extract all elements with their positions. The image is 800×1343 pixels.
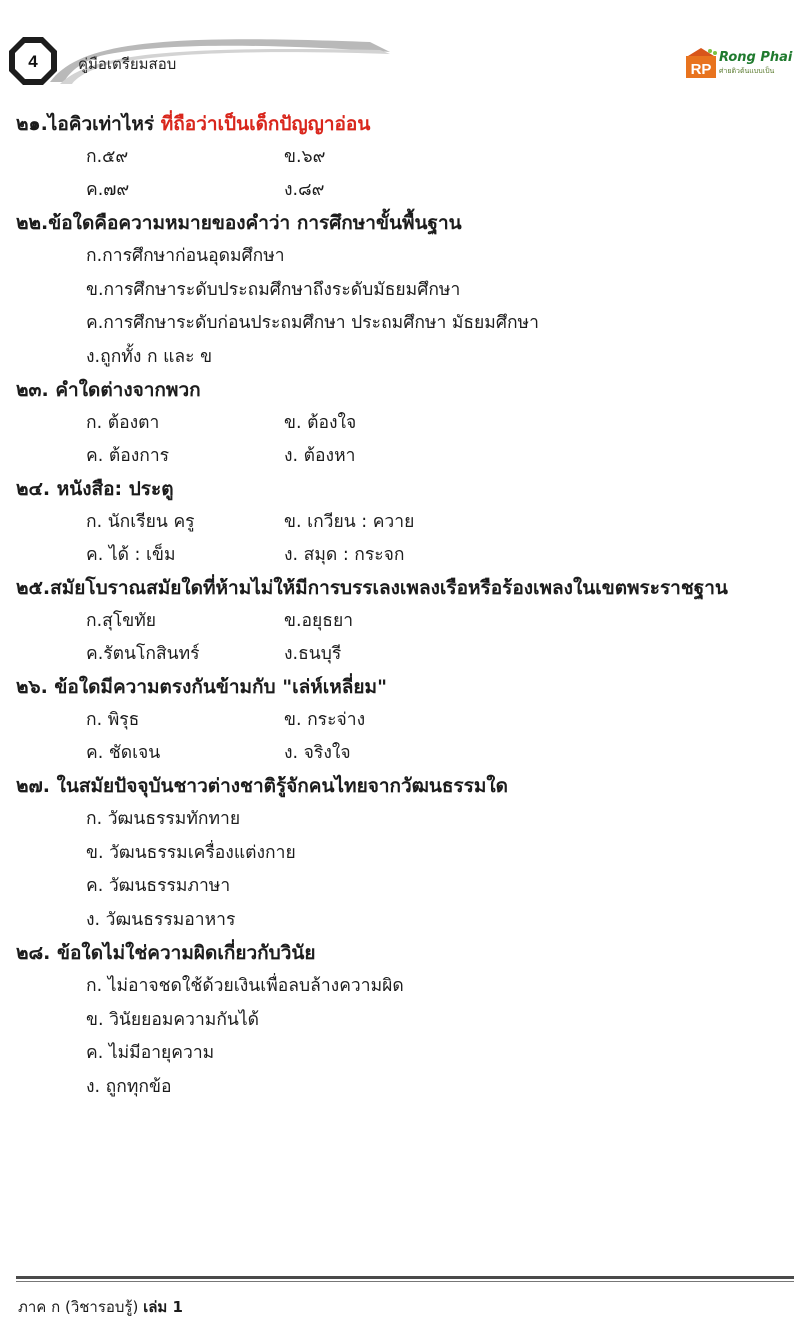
option-b: ข. เกวียน : ควาย — [284, 512, 415, 532]
option-b: ข.การศึกษาระดับประถมศึกษาถึงระดับมัธยมศึกษา — [86, 279, 461, 300]
question-28 — [16, 937, 786, 1104]
option-row — [86, 539, 786, 572]
option-b: ข. วินัยยอมความกันได้ — [86, 1009, 260, 1030]
option-row — [86, 638, 786, 671]
option-a: ก. นักเรียน ครู — [86, 512, 195, 532]
question-title: ๒๔. หนังสือ: ประตู — [16, 478, 174, 500]
option-a: ก. พิรุธ — [86, 710, 140, 730]
option-c: ค. วัฒนธรรมภาษา — [86, 876, 231, 896]
option-d: ง. สมุด : กระจก — [284, 545, 405, 565]
question-title: ๒๗. ในสมัยปัจจุบันชาวต่างชาติรู้จักคนไทยจากวัฒนธรรมใด — [16, 775, 508, 797]
option-a: ก.การศึกษาก่อนอุดมศึกษา — [86, 246, 285, 266]
option-d: ง.๘๙ — [284, 180, 325, 200]
option-row — [86, 605, 786, 638]
option-row — [86, 174, 786, 207]
question-27 — [16, 770, 786, 937]
option-a: ก. ต้องตา — [86, 413, 160, 433]
footer-divider — [16, 1276, 794, 1279]
option-row — [86, 141, 786, 174]
option-b: ข.อยุธยา — [284, 611, 354, 631]
option-row — [86, 440, 786, 473]
question-24 — [16, 473, 786, 572]
question-title: ๒๑.ไอคิวเท่าไหร่ ที่ถือว่าเป็นเด็กปัญญาอ่อน — [16, 113, 371, 135]
question-25 — [16, 572, 786, 671]
footer-volume: เล่ม 1 — [143, 1298, 183, 1316]
option-a: ก. ไม่อาจชดใช้ด้วยเงินเพื่อลบล้างความผิด — [86, 976, 404, 996]
question-22 — [16, 207, 786, 374]
option-c: ค. ต้องการ — [86, 446, 170, 466]
question-title: ๒๕.สมัยโบราณสมัยใดที่ห้ามไม่ให้มีการบรรเลงเพลงเรือหรือร้องเพลงในเขตพระราชฐาน — [16, 577, 728, 599]
question-26 — [16, 671, 786, 770]
option-c: ค. ได้ : เข็ม — [86, 545, 176, 565]
question-title: ๒๘. ข้อใดไม่ใช่ความผิดเกี่ยวกับวินัย — [16, 942, 316, 964]
footer-divider-thin — [16, 1281, 794, 1282]
header-title: คู่มือเตรียมสอบ — [78, 55, 177, 73]
option-c: ค.การศึกษาระดับก่อนประถมศึกษา ประถมศึกษา มัธยมศึกษา — [86, 313, 539, 333]
option-a: ก. วัฒนธรรมทักทาย — [86, 809, 241, 829]
question-21 — [16, 108, 786, 207]
option-d: ง. วัฒนธรรมอาหาร — [86, 909, 236, 930]
option-c: ค.๗๙ — [86, 180, 130, 200]
option-a: ก.สุโขทัย — [86, 611, 156, 631]
footer-text: ภาค ก (วิชารอบรู้) เล่ม 1 — [18, 1298, 183, 1316]
option-c: ค.รัตนโกสินทร์ — [86, 644, 200, 664]
question-list — [16, 108, 786, 1104]
option-b: ข. ต้องใจ — [284, 413, 357, 433]
page-header — [0, 0, 800, 90]
option-c: ค. ไม่มีอายุความ — [86, 1043, 215, 1063]
highlighted-text: ที่ถือว่าเป็นเด็กปัญญาอ่อน — [160, 113, 371, 135]
option-d: ง.ถูกทั้ง ก และ ข — [86, 346, 213, 367]
option-d: ง. ต้องหา — [284, 446, 356, 466]
option-row — [86, 704, 786, 737]
question-23 — [16, 374, 786, 473]
option-d: ง.ธนบุรี — [284, 644, 342, 664]
option-row — [86, 737, 786, 770]
logo-subtext: ศ่ายติวต้นแบบเป็น — [719, 67, 775, 75]
option-row — [86, 506, 786, 539]
page-number: 4 — [28, 52, 38, 71]
option-b: ข.๖๙ — [284, 147, 326, 167]
option-d: ง. ถูกทุกข้อ — [86, 1076, 172, 1097]
question-title: ๒๒.ข้อใดคือความหมายของคำว่า การศึกษาขั้นพื้นฐาน — [16, 212, 462, 234]
option-b: ข. วัฒนธรรมเครื่องแต่งกาย — [86, 842, 296, 863]
question-title: ๒๓. คำใดต่างจากพวก — [16, 379, 201, 401]
option-row — [86, 407, 786, 440]
option-d: ง. จริงใจ — [284, 743, 351, 763]
svg-text:RP: RP — [690, 61, 712, 78]
option-b: ข. กระจ่าง — [284, 710, 366, 730]
logo-text: Rong Phai — [719, 50, 793, 65]
option-a: ก.๕๙ — [86, 147, 129, 167]
question-title: ๒๖. ข้อใดมีความตรงกันข้ามกับ "เล่ห์เหลี่ยม" — [16, 676, 387, 698]
option-c: ค. ชัดเจน — [86, 743, 161, 763]
